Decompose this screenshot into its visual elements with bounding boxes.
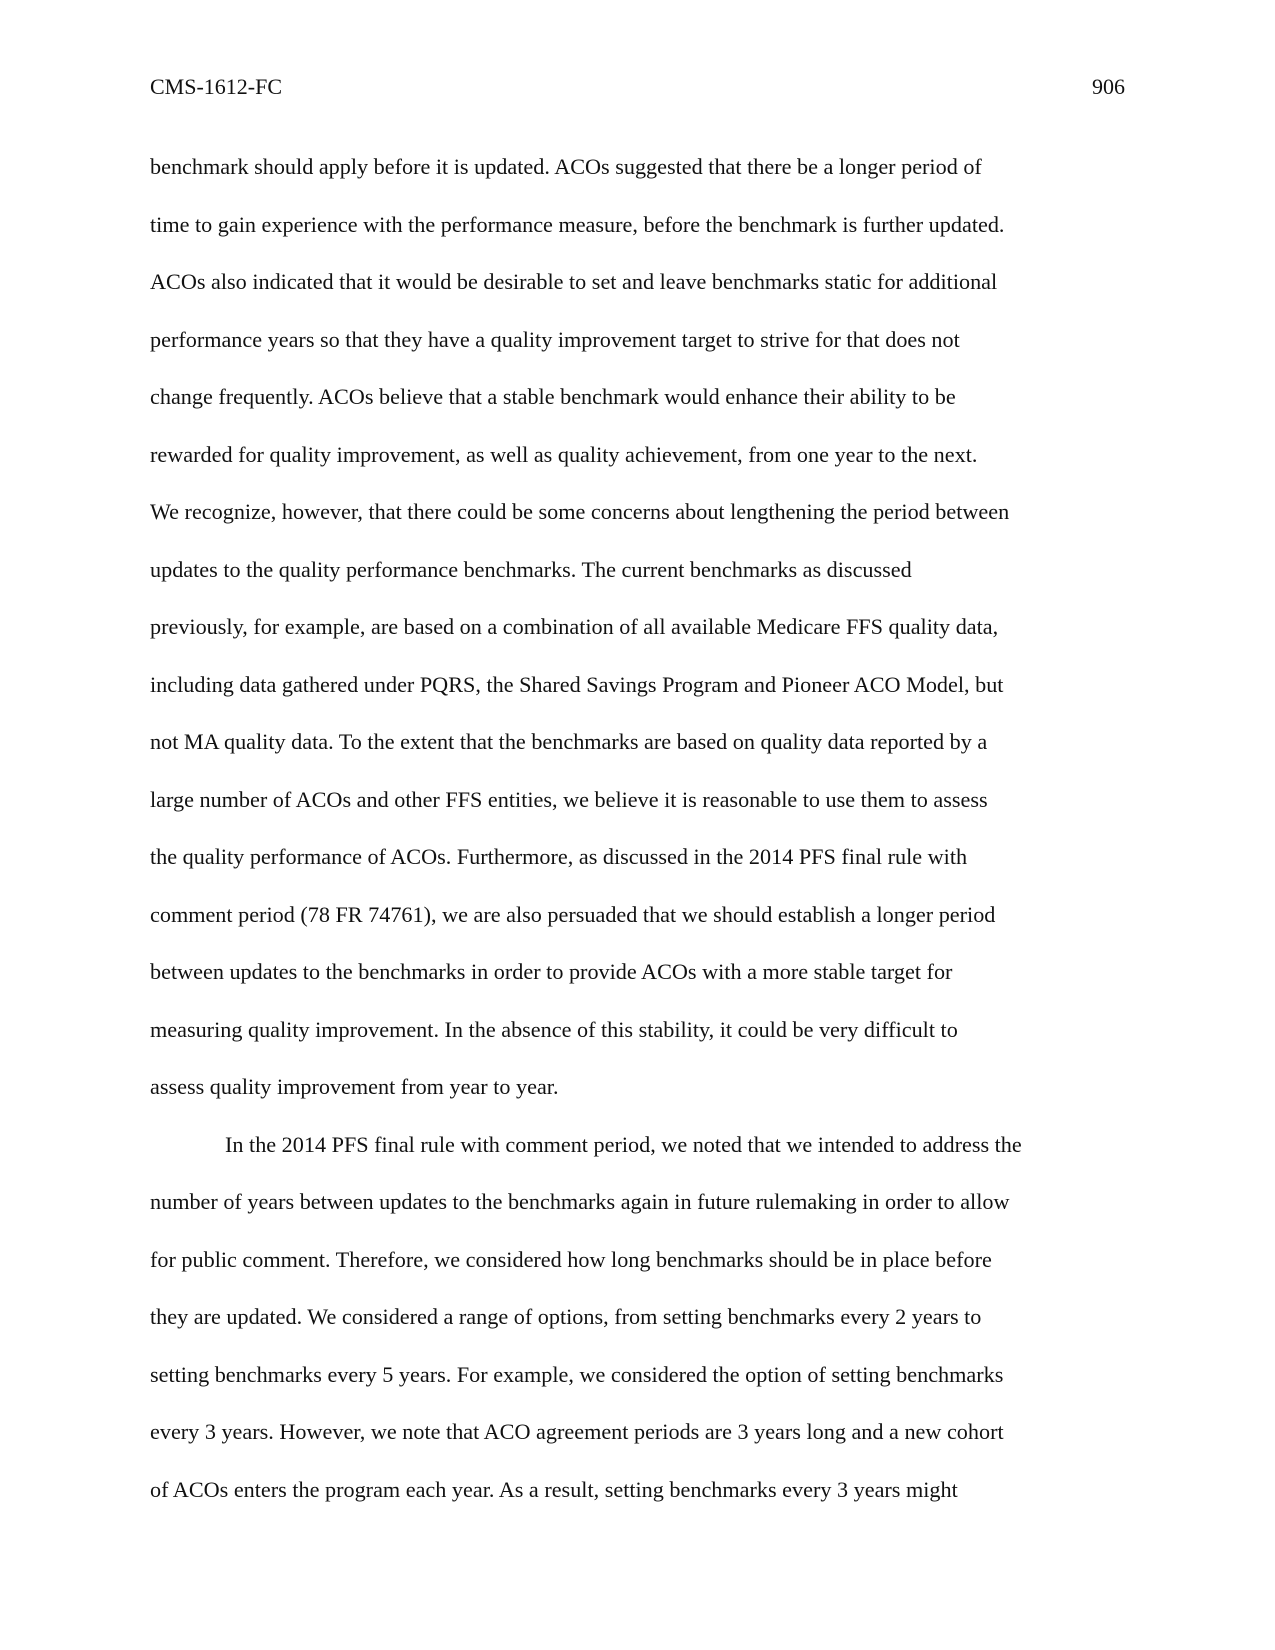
text-line: ACOs also indicated that it would be desirable to set and leave benchmarks static for additional	[150, 269, 998, 294]
paragraph-first-line: In the 2014 PFS final rule with comment period, we noted that we intended to address the	[225, 1131, 1022, 1157]
text-line: performance years so that they have a quality improvement target to strive for that does not	[150, 326, 960, 352]
text-line: of ACOs enters the program each year. As a result, setting benchmarks every 3 years might	[150, 1476, 958, 1502]
text-line: number of years between updates to the benchmarks again in future rulemaking in order to allow	[150, 1189, 1010, 1214]
text-line: We recognize, however, that there could be some concerns about lengthening the period between	[150, 499, 1010, 524]
page-number: 906	[1092, 74, 1125, 99]
text-line: they are updated. We considered a range of options, from setting benchmarks every 2 years to	[150, 1304, 982, 1329]
text-line: every 3 years. However, we note that ACO agreement periods are 3 years long and a new cohort	[150, 1419, 1004, 1444]
text-line: not MA quality data. To the extent that the benchmarks are based on quality data reported by a	[150, 729, 988, 754]
text-line: assess quality improvement from year to year.	[150, 1074, 559, 1099]
text-line: comment period (78 FR 74761), we are also persuaded that we should establish a longer period	[150, 901, 996, 927]
text-line: rewarded for quality improvement, as well as quality achievement, from one year to the next.	[150, 441, 978, 467]
text-line: including data gathered under PQRS, the Shared Savings Program and Pioneer ACO Model, but	[150, 671, 1004, 697]
text-line: the quality performance of ACOs. Furthermore, as discussed in the 2014 PFS final rule with	[150, 844, 968, 869]
text-line: for public comment. Therefore, we considered how long benchmarks should be in place before	[150, 1246, 992, 1272]
page-header	[150, 74, 1125, 104]
text-line: between updates to the benchmarks in order to provide ACOs with a more stable target for	[150, 959, 953, 984]
text-line: change frequently. ACOs believe that a stable benchmark would enhance their ability to be	[150, 384, 956, 409]
text-line: benchmark should apply before it is updated. ACOs suggested that there be a longer period of	[150, 154, 982, 179]
text-line: measuring quality improvement. In the absence of this stability, it could be very difficult to	[150, 1016, 958, 1042]
body-text	[150, 138, 1125, 1518]
document-id: CMS-1612-FC	[150, 74, 283, 99]
text-line: setting benchmarks every 5 years. For example, we considered the option of setting benchmarks	[150, 1361, 1004, 1387]
text-line: time to gain experience with the performance measure, before the benchmark is further updated.	[150, 211, 1005, 237]
text-line: previously, for example, are based on a combination of all available Medicare FFS quality data,	[150, 614, 999, 639]
text-line: updates to the quality performance benchmarks. The current benchmarks as discussed	[150, 556, 912, 582]
text-line: large number of ACOs and other FFS entities, we believe it is reasonable to use them to assess	[150, 786, 988, 812]
